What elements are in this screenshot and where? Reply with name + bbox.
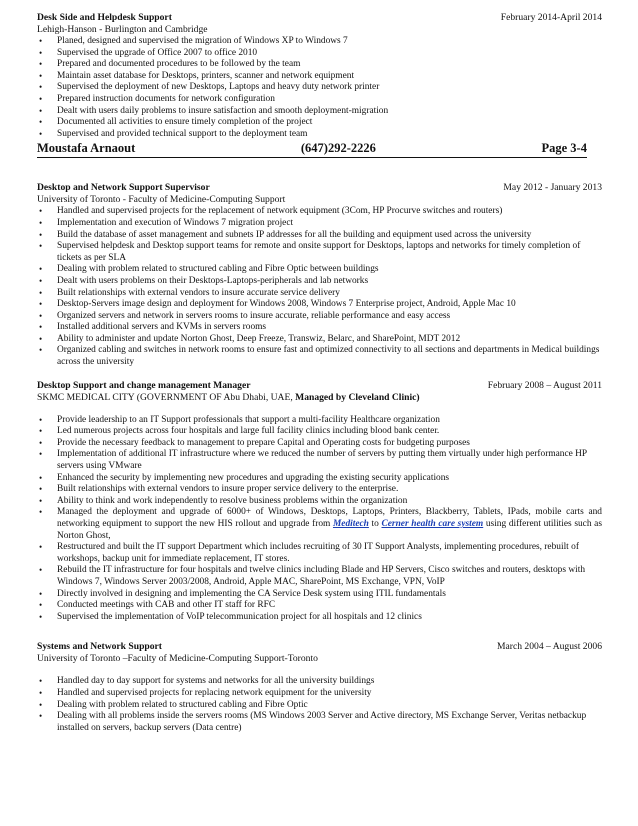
job-title: Desk Side and Helpdesk Support — [37, 12, 172, 23]
job-dates: March 2004 – August 2006 — [497, 641, 602, 653]
list-item: • Supervised the upgrade of Office 2007 to office 2010 — [37, 48, 602, 60]
list-item: • Enhanced the security by implementing new procedures and upgrading the existing security applications — [37, 473, 602, 485]
org-managed-by: Managed by Cleveland Clinic) — [295, 391, 420, 403]
job-section-desktop-network-supervisor — [37, 182, 602, 368]
job-bullets — [37, 206, 602, 368]
list-item: • Ability to think and work independently to resolve business problems within the organization — [37, 496, 602, 508]
list-item: • Supervised helpdesk and Desktop support teams for remote and onsite support for Desktops, laptops and networks for timely completion of tickets as per SLA — [37, 241, 602, 264]
meditech-link[interactable]: Meditech — [332, 519, 369, 529]
list-item — [37, 507, 602, 542]
list-item: • Dealt with users problems on their Desktops-Laptops-peripherals and lab networks — [37, 276, 602, 288]
list-item: • Led numerous projects across four hospitals and large full facility clinics including blood bank center. — [37, 426, 602, 438]
list-item: • Installed additional servers and KVMs in servers rooms — [37, 322, 602, 334]
job-header — [37, 380, 602, 392]
list-item: • Prepared instruction documents for network configuration — [37, 94, 602, 106]
job-header — [37, 641, 602, 653]
job-organization: Lehigh-Hanson - Burlington and Cambridge — [37, 24, 208, 35]
list-item: • Handled and supervised projects for replacing network equipment for the university — [37, 688, 602, 700]
job-title: Systems and Network Support — [37, 641, 162, 653]
job-bullets — [37, 36, 602, 140]
list-item: • Provide the necessary feedback to management to prepare Capital and Operating costs for budgeting purposes — [37, 438, 602, 450]
list-item: • Organized servers and network in servers rooms to insure accurate, reliable performance and easy access — [37, 311, 602, 323]
footer-phone: (647)292-2226 — [300, 141, 376, 156]
job-title: Desktop Support and change management Manager — [37, 379, 251, 391]
job-dates: February 2008 – August 2011 — [487, 379, 602, 391]
list-item: • Build the database of asset management and subnets IP addresses for all the building and equipment used across the university — [37, 230, 602, 242]
job-section-systems-network-support — [37, 641, 602, 734]
list-item: • Built relationships with external vendors to insure proper service delivery to the enterprise. — [37, 484, 602, 496]
job-bullets — [37, 415, 602, 624]
job-section-helpdesk — [37, 12, 602, 140]
list-item: • Implementation of additional IT infrastructure where we reduced the number of servers by putting them virtually under high performance HP servers using VMware — [37, 449, 602, 472]
list-item: • Supervised and provided technical support to the deployment team — [37, 129, 602, 141]
list-item: • Dealing with problem related to structured cabling and Fibre Optic — [37, 700, 602, 712]
list-item: • Dealing with problem related to structured cabling and Fibre Optic between buildings — [37, 264, 602, 276]
cerner-link[interactable]: Cerner health care system — [381, 519, 484, 529]
job-organization: University of Toronto - Faculty of Medicine-Computing Support — [37, 194, 286, 206]
job-dates: February 2014-April 2014 — [500, 12, 602, 23]
list-item: • Directly involved in designing and implementing the CA Service Desk system using ITIL fundamentals — [37, 589, 602, 601]
list-item: • Provide leadership to an IT Support professionals that support a multi-facility Healthcare organization — [37, 415, 602, 427]
list-item: • Handled and supervised projects for the replacement of network equipment (3Com, HP Procurve switches and routers) — [37, 206, 602, 218]
job-title: Desktop and Network Support Supervisor — [37, 182, 210, 194]
bullet-text: Managed the deployment and upgrade of 6000+ of Windows, Desktops, Laptops, Printers, Blackberry, Tablets, IPads, mobile carts and networking equipment to support the new HIS rollout and upgrade from — [57, 507, 602, 529]
list-item: • Ability to administer and update Norton Ghost, Deep Freeze, Transwiz, Belarc, and SharePoint, MDT 2012 — [37, 334, 602, 346]
list-item: • Restructured and built the IT support Department which includes recruiting of 30 IT Support Analysts, implementing procedures, rebuilt of workshops, backup unit for immediate replacement, IT stores. — [37, 542, 602, 565]
footer-page-number: Page 3-4 — [541, 141, 587, 156]
list-item: • Implementation and execution of Windows 7 migration project — [37, 218, 602, 230]
list-item: • Documented all activities to ensure timely completion of the project — [37, 117, 602, 129]
job-section-desktop-support-manager — [37, 380, 602, 624]
list-item: • Supervised the deployment of new Desktops, Laptops and heavy duty network printer — [37, 82, 602, 94]
list-item: • Maintain asset database for Desktops, printers, scanner and network equipment — [37, 71, 602, 83]
list-item: • Supervised the implementation of VoIP telecommunication project for all hospitals and 12 clinics — [37, 612, 602, 624]
resume-page — [37, 12, 602, 734]
list-item: • Organized cabling and switches in network rooms to ensure fast and optimized connectivity to all sections and departments in Medical buildings across the university — [37, 345, 602, 368]
bullet-text: using different utilities such as Norton Ghost, — [57, 519, 602, 541]
job-header — [37, 182, 602, 194]
list-item: • Dealt with users daily problems to insure satisfaction and smooth deployment-migration — [37, 106, 602, 118]
job-organization: University of Toronto –Faculty of Medicine-Computing Support-Toronto — [37, 653, 318, 665]
page-footer — [37, 141, 587, 158]
job-header — [37, 12, 602, 24]
job-dates: May 2012 - January 2013 — [503, 182, 602, 194]
job-bullets — [37, 676, 602, 734]
list-item: • Prepared and documented procedures to be followed by the team — [37, 59, 602, 71]
list-item: • Rebuild the IT infrastructure for four hospitals and twelve clinics including Blade and HP Servers, Cisco switches and routers, desktops with Windows 7, Windows Server 2003/2008, Android, Apple MAC, SharePoint, MS Exchange, VPN, VoIP — [37, 565, 602, 588]
footer-name: Moustafa Arnaout — [37, 141, 136, 156]
list-item: • Dealing with all problems inside the servers rooms (MS Windows 2003 Server and Active directory, MS Exchange Server, Veritas netbackup installed on servers, backup servers (Data centre) — [37, 711, 602, 734]
bullet-text: to — [368, 519, 382, 529]
list-item: • Handled day to day support for systems and networks for all the university buildings — [37, 676, 602, 688]
list-item: • Conducted meetings with CAB and other IT staff for RFC — [37, 600, 602, 612]
org-name: SKMC MEDICAL CITY (GOVERNMENT OF Abu Dhabi, UAE, — [37, 391, 296, 403]
list-item: • Built relationships with external vendors to insure accurate service delivery — [37, 288, 602, 300]
job-organization — [37, 392, 602, 404]
list-item: • Planed, designed and supervised the migration of Windows XP to Windows 7 — [37, 36, 602, 48]
list-item: • Desktop-Servers image design and deployment for Windows 2008, Windows 7 Enterprise project, Android, Apple Mac 10 — [37, 299, 602, 311]
